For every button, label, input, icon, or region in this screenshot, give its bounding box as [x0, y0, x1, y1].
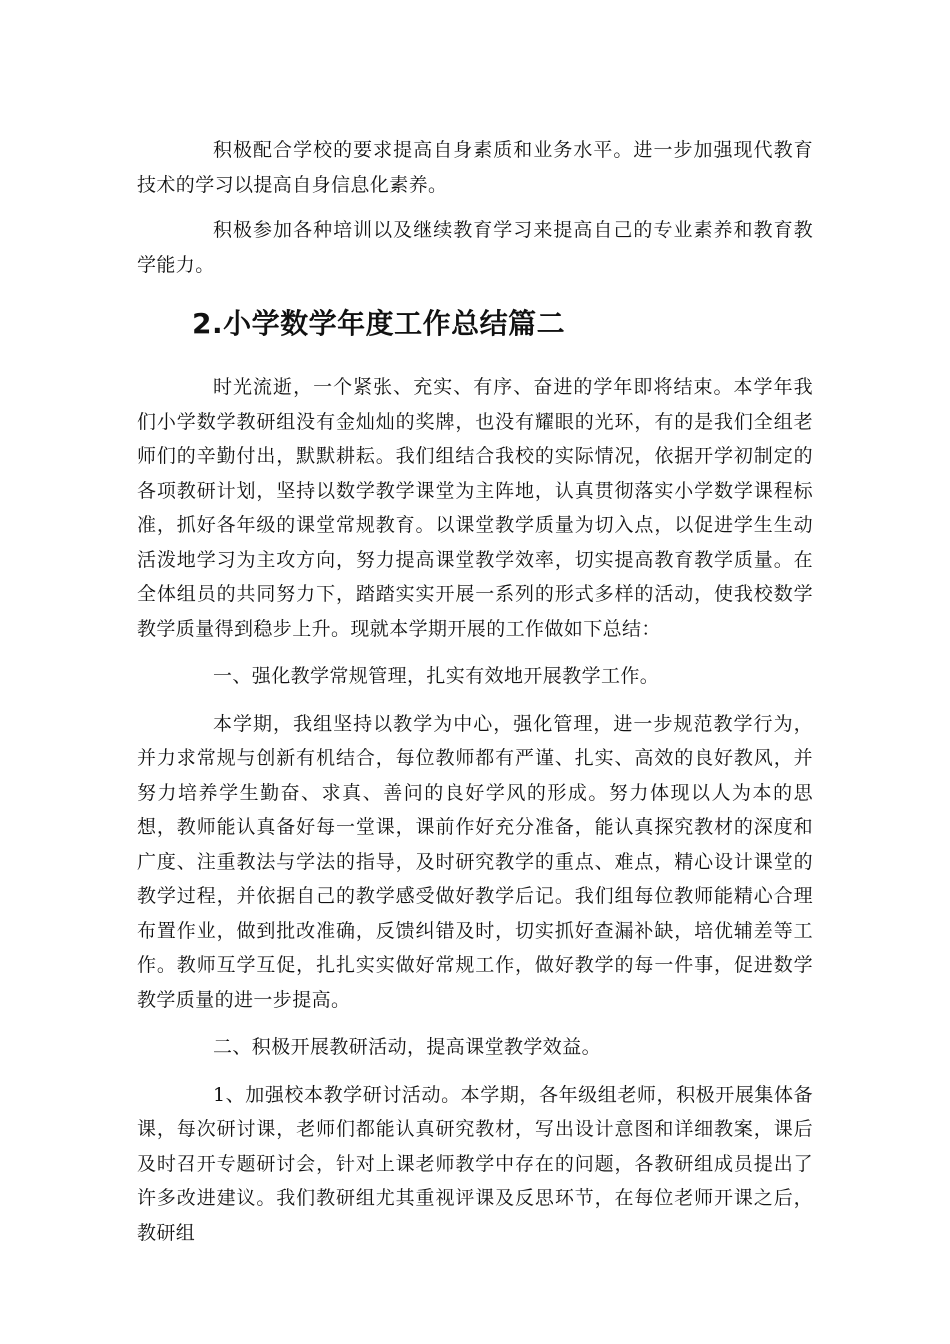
paragraph-gap — [137, 202, 813, 213]
paragraph-section-two-item-one: 1、加强校本教学研讨活动。本学期，各年级组老师，积极开展集体备课，每次研讨课，老师们都能认真研究教材，写出设计意图和详细教案，课后及时召开专题研讨会，针对上课老师教学中存在的问题，各教研组成员提出了许多改进建议。我们教研组尤其重视评课及反思环节，在每位老师开课之后，教研组 — [137, 1083, 813, 1244]
paragraph-self-improvement: 积极配合学校的要求提高自身素质和业务水平。进一步加强现代教育技术的学习以提高自身信息化素养。 — [137, 139, 813, 196]
paragraph-gap — [137, 1065, 813, 1078]
paragraph-section-two-title: 二、积极开展教研活动，提高课堂教学效益。 — [213, 1036, 602, 1058]
paragraph-gap — [137, 646, 813, 659]
paragraph-section-one-title: 一、强化教学常规管理，扎实有效地开展教学工作。 — [213, 665, 660, 687]
heading-gap-top — [137, 282, 813, 304]
paragraph-training: 积极参加各种培训以及继续教育学习来提高自己的专业素养和教育教学能力。 — [137, 219, 813, 276]
heading-gap-bottom — [137, 344, 813, 370]
paragraph-section-one-body: 本学期，我组坚持以教学为中心，强化管理，进一步规范教学行为，并力求常规与创新有机结合，每位教师都有严谨、扎实、高效的良好教风，并努力培养学生勤奋、求真、善问的良好学风的形成。努力体现以人为本的思想，教师能认真备好每一堂课，课前作好充分准备，能认真探究教材的深度和广度、注重教法与学法的指导，及时研究教学的重点、难点，精心设计课堂的教学过程，并依据自己的教学感受做好教学后记。我们组每位教师能精心合理布置作业，做到批改准确，反馈纠错及时，切实抓好查漏补缺，培优辅差等工作。教师互学互促，扎扎实实做好常规工作，做好教学的每一件事，促进数学教学质量的进一步提高。 — [137, 712, 813, 1011]
paragraph-gap — [137, 694, 813, 707]
section-heading: 2.小学数学年度工作总结篇二 — [192, 307, 566, 340]
document-body — [137, 133, 813, 1250]
paragraph-intro: 时光流逝，一个紧张、充实、有序、奋进的学年即将结束。本学年我们小学数学教研组没有金灿灿的奖牌，也没有耀眼的光环，有的是我们全组老师们的辛勤付出，默默耕耘。我们组结合我校的实际情况，依据开学初制定的各项教研计划，坚持以数学教学课堂为主阵地，认真贯彻落实小学数学课程标准，抓好各年级的课堂常规教育。以课堂教学质量为切入点，以促进学生生动活泼地学习为主攻方向，努力提高课堂教学效率，切实提高教育教学质量。在全体组员的共同努力下，踏踏实实开展一系列的形式多样的活动，使我校数学教学质量得到稳步上升。现就本学期开展的工作做如下总结： — [137, 376, 813, 640]
paragraph-gap — [137, 1017, 813, 1030]
